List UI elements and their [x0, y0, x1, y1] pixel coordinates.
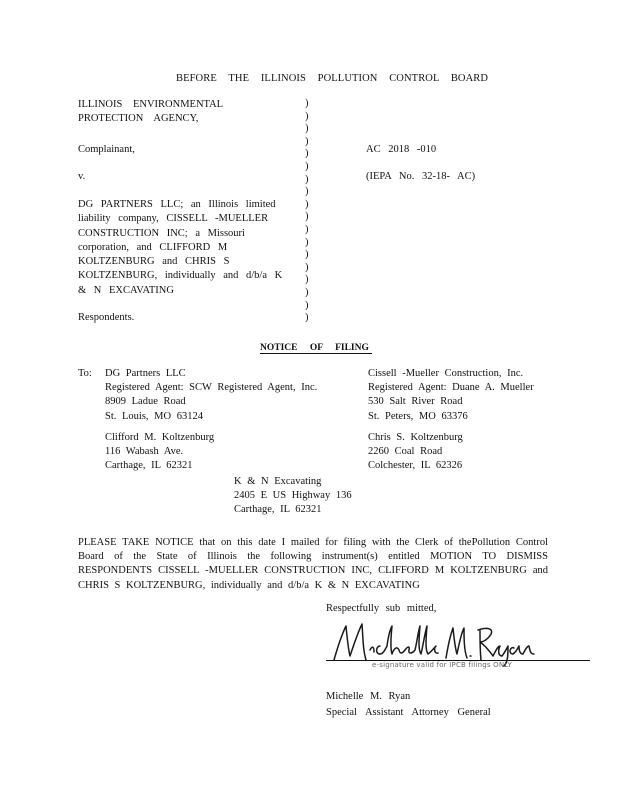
respondent-line: CONSTRUCTION INC; a Missouri [78, 227, 245, 239]
respondent-line: KOLTZENBURG and CHRIS S [78, 256, 230, 268]
signer-title: Special Assistant Attorney General [326, 707, 491, 718]
respondent-line: & N EXCAVATING [78, 284, 174, 296]
address-line: K & N Excavating [234, 476, 322, 487]
address-line: Carthage, IL 62321 [105, 460, 193, 472]
respondents-label: Respondents. [78, 312, 135, 323]
respondent-line: liability company, CISSELL -MUELLER [78, 213, 269, 225]
address-line: Registered Agent: SCW Registered Agent, Inc. [105, 382, 318, 394]
caption-parentheses: ) ) ) ) ) ) ) ) ) ) ) ) ) ) ) ) ) ) [305, 98, 309, 324]
address-line: 530 Salt River Road [368, 396, 463, 408]
notice-title-underline [260, 353, 372, 354]
case-number: AC 2018 -010 [366, 144, 437, 155]
address-line: St. Louis, MO 63124 [105, 410, 203, 422]
address-line: 8909 Ladue Road [105, 396, 186, 408]
address-clifford-koltzenburg [105, 431, 214, 474]
address-line: Chris S. Koltzenburg [368, 432, 463, 443]
notice-title: NOTICE OF FILING [260, 343, 369, 353]
notice-body-text: PLEASE TAKE NOTICE that on this date I mailed for filing with the Clerk of thePollution Control Board of the State of Illinois the following instrument(s) entitled MOTION TO DISMISS RESPONDENTS CISSELL -MUELLER CONSTRUCTION INC, CLIFFORD M KOLTZENBURG and CHRIS S KOLTZENBURG, individually and d/b/a K & N EXCAVATING [78, 537, 548, 591]
address-line: 2260 Coal Road [368, 446, 443, 458]
respondent-line: corporation, and CLIFFORD M [78, 241, 228, 253]
address-line: DG Partners LLC [105, 368, 186, 379]
address-dg-partners [105, 367, 317, 424]
address-line: Registered Agent: Duane A. Mueller [368, 382, 534, 394]
respondent-line: DG PARTNERS LLC; an Illinois limited [78, 199, 276, 210]
address-line: Cissell -Mueller Construction, Inc. [368, 368, 524, 379]
address-chris-koltzenburg [368, 431, 463, 474]
e-signature-caption: e-signature valid for IPCB filings ONLY [372, 661, 512, 669]
address-line: Carthage, IL 62321 [234, 504, 322, 516]
address-kn-excavating [234, 475, 352, 518]
address-line: 116 Wabash Ave. [105, 446, 184, 458]
respondent-line: KOLTZENBURG, individually and d/b/a K [78, 270, 283, 282]
signer-name: Michelle M. Ryan [326, 691, 411, 702]
closing-text: Respectfully sub mitted, [326, 603, 437, 614]
address-line: St. Peters, MO 63376 [368, 410, 468, 422]
address-line: Colchester, IL 62326 [368, 460, 463, 472]
versus-label: v. [78, 171, 86, 182]
respondents-block [78, 198, 298, 298]
complainant-name-line: ILLINOIS ENVIRONMENTAL [78, 99, 224, 110]
to-label: To: [78, 368, 92, 379]
page-title: BEFORE THE ILLINOIS POLLUTION CONTROL BOARD [176, 73, 489, 84]
address-line: Clifford M. Koltzenburg [105, 432, 215, 443]
complainant-label: Complainant, [78, 144, 135, 155]
complainant-name [78, 98, 298, 126]
address-cissell-mueller [368, 367, 534, 424]
iepa-number: (IEPA No. 32-18- AC) [366, 171, 476, 182]
complainant-name-line: PROTECTION AGENCY, [78, 113, 199, 124]
address-line: 2405 E US Highway 136 [234, 490, 352, 502]
